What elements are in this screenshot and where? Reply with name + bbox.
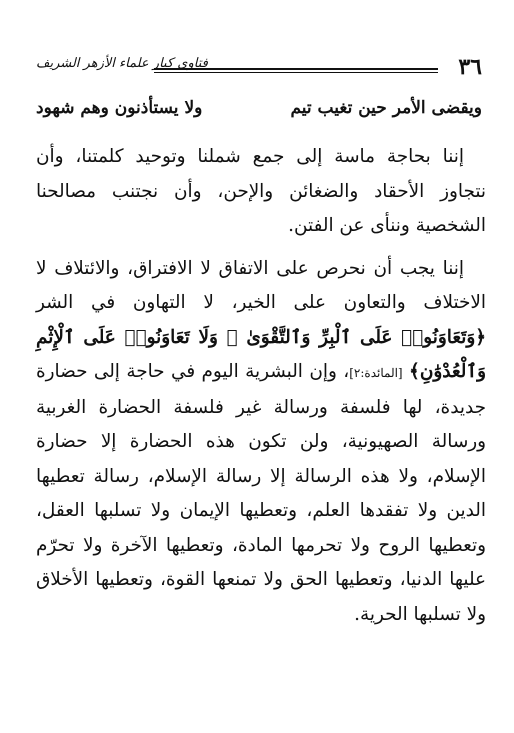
body-text (36, 140, 486, 632)
quran-verse: ﴿وَتَعَاوَنُوا۟ عَلَى ٱلْبِرِّ وَٱلتَّقْوَىٰ ۖ وَلَا تَعَاوَنُوا۟ عَلَى ٱلْإِثْمِ وَٱلْعُدْوَٰنِ﴾ (36, 326, 486, 382)
poetry-verse (36, 93, 482, 127)
verse-first-hemistich: ويقضى الأمر حين تغيب تيم (290, 98, 482, 118)
page-header (36, 52, 482, 84)
running-title: فتاوى كبار علماء الأزهر الشريف (36, 56, 208, 71)
page-number: ٣٦ (458, 54, 482, 80)
verse-second-hemistich: ولا يستأذنون وهم شهود (36, 98, 203, 118)
paragraph-text: إننا يجب أن نحرص على الاتفاق لا الافتراق، والائتلاف لا الاختلاف والتعاون على الخير، لا التهاون في الشر (36, 257, 486, 313)
quran-reference: [المائدة:٢] (349, 366, 403, 380)
paragraph (36, 140, 486, 244)
paragraph (36, 252, 486, 633)
paragraph-text: ، وإن البشرية اليوم في حاجة إلى حضارة جديدة، لها فلسفة ورسالة غير فلسفة الحضارة الغربية ورسالة الصهيونية، ولن تكون هذه الحضارة إلا حضارة الإسلام، ولا هذه الرسالة إلا رسالة الإسلام، رسالة تعطيها الدين ولا تفقدها العلم، وتعطيها الإيمان ولا تسلبها العقل، وتعطيها الروح ولا تحرمها المادة، وتعطيها الآخرة ولا تحرّم عليها الدنيا، وتعطيها الحق ولا تمنعها القوة، وتعطيها الأخلاق ولا تسلبها الحرية. (36, 361, 486, 625)
paragraph-text: إننا بحاجة ماسة إلى جمع شملنا وتوحيد كلمتنا، وأن نتجاوز الأحقاد والضغائن والإحن، وأن نجتنب مصالحنا الشخصية وننأى عن الفتن. (36, 146, 486, 236)
